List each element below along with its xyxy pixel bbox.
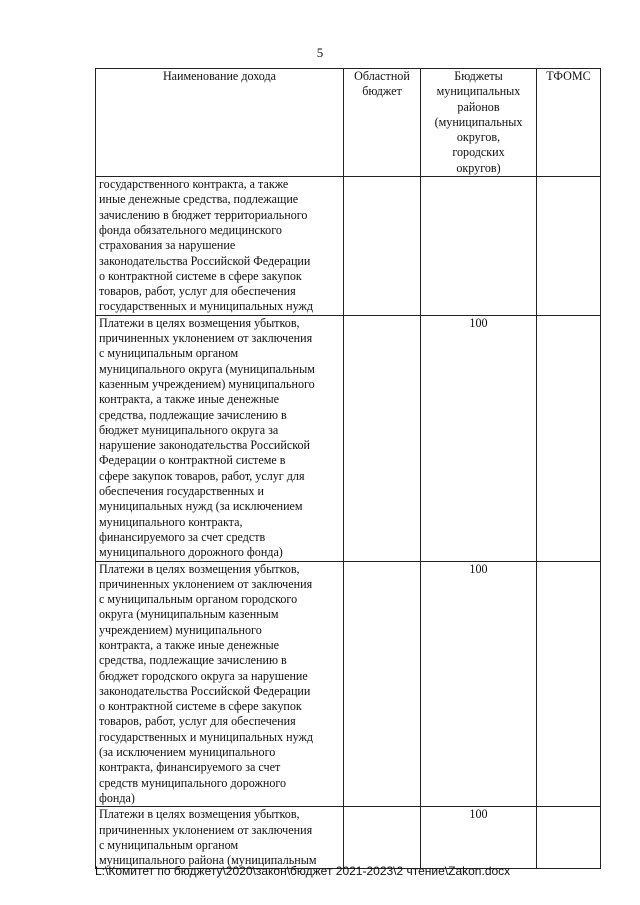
header-revenue-name: Наименование дохода xyxy=(96,69,344,177)
revenue-name-cell: Платежи в целях возмещения убытков, причиненных уклонением от заключения с муниципальным органом муниципального округа (муниципальным казенным учреждением) муниципального контракта, а также иные денежные средства, подлежащие зачислению в бюджет муниципального округа за нарушение законодательства Российской Федерации о контрактной системе в сфере закупок товаров, работ, услуг для обеспечения государственных и муниципальных нужд (за исключением муниципального контракта, финансируемого за счет средств муниципального дорожного фонда) xyxy=(96,315,344,561)
table-row xyxy=(96,177,601,316)
header-tfoms: ТФОМС xyxy=(537,69,601,177)
tfoms-cell xyxy=(537,315,601,561)
revenue-name-cell: Платежи в целях возмещения убытков, причиненных уклонением от заключения с муниципальным органом муниципального района (муниципальным xyxy=(96,807,344,869)
regional-budget-cell xyxy=(344,561,421,807)
regional-budget-cell xyxy=(344,315,421,561)
tfoms-cell xyxy=(537,561,601,807)
tfoms-cell xyxy=(537,807,601,869)
municipal-budget-cell: 100 xyxy=(421,315,537,561)
header-municipal-budgets: Бюджеты муниципальных районов (муниципальных округов, городских округов) xyxy=(421,69,537,177)
municipal-budget-cell: 100 xyxy=(421,561,537,807)
revenue-distribution-table xyxy=(95,68,601,869)
regional-budget-cell xyxy=(344,177,421,316)
table-row xyxy=(96,315,601,561)
table-row xyxy=(96,807,601,869)
regional-budget-cell xyxy=(344,807,421,869)
municipal-budget-cell xyxy=(421,177,537,316)
page-number: 5 xyxy=(316,45,324,60)
tfoms-cell xyxy=(537,177,601,316)
table-header-row xyxy=(96,69,601,177)
revenue-name-cell: государственного контракта, а также иные денежные средства, подлежащие зачислению в бюджет территориального фонда обязательного медицинского страхования за нарушение законодательства Российской Федерации о контрактной системе в сфере закупок товаров, работ, услуг для обеспечения государственных и муниципальных нужд xyxy=(96,177,344,316)
table-row xyxy=(96,561,601,807)
municipal-budget-cell: 100 xyxy=(421,807,537,869)
revenue-name-cell: Платежи в целях возмещения убытков, причиненных уклонением от заключения с муниципальным органом городского округа (муниципальным казенным учреждением) муниципального контракта, а также иные денежные средства, подлежащие зачислению в бюджет городского округа за нарушение законодательства Российской Федерации о контрактной системе в сфере закупок товаров, работ, услуг для обеспечения государственных и муниципальных нужд (за исключением муниципального контракта, финансируемого за счет средств муниципального дорожного фонда) xyxy=(96,561,344,807)
document-file-path: L:\Комитет по бюджету\2020\закон\бюджет 2021-2023\2 чтение\Zakon.docx xyxy=(95,864,511,878)
header-regional-budget: Областной бюджет xyxy=(344,69,421,177)
